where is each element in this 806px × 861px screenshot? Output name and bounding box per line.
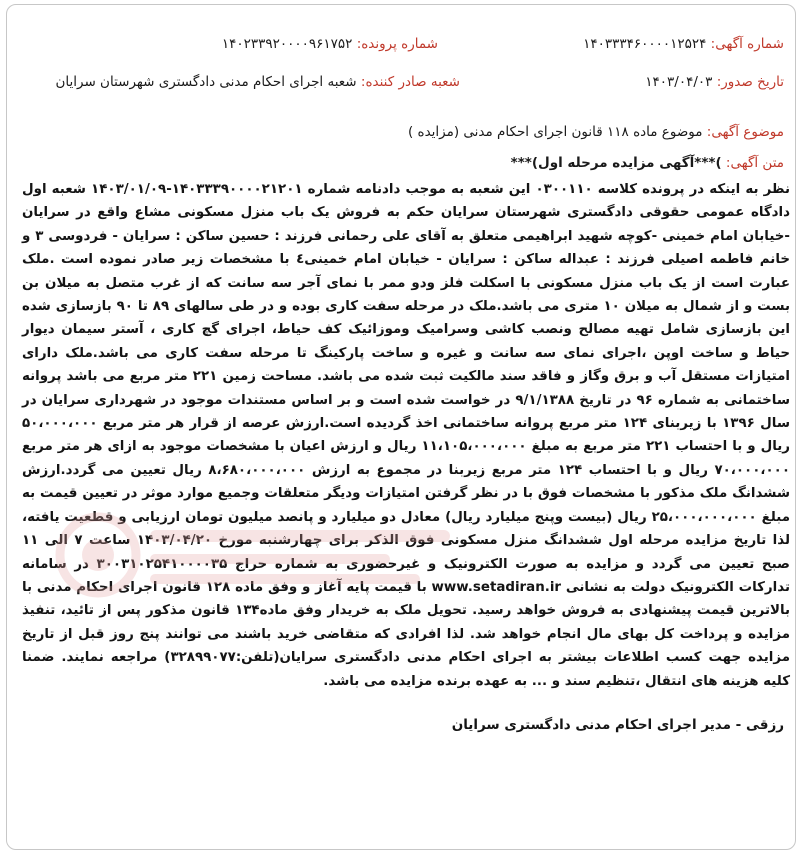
issuer-value: شعبه اجرای احکام مدنی دادگستری شهرستان سرایان — [55, 74, 357, 90]
subject-field — [408, 124, 784, 140]
signature: رزقی - مدیر اجرای احکام مدنی دادگستری سرایان — [451, 717, 784, 733]
subject-value: موضوع ماده ۱۱۸ قانون اجرای احکام مدنی (مزایده ) — [407, 124, 703, 140]
case-number-value: ۱۴۰۲۳۳۹۲۰۰۰۰۹۶۱۷۵۲ — [221, 36, 353, 52]
notice-text-field — [511, 155, 784, 171]
case-number-label: شماره پرونده: — [356, 36, 438, 52]
notice-number-value: ۱۴۰۳۳۳۴۶۰۰۰۰۱۲۵۲۴ — [583, 36, 707, 52]
notice-number-field — [583, 36, 784, 52]
notice-number-label: شماره آگهی: — [710, 36, 784, 52]
notice-body: نظر به اینکه در پرونده کلاسه ۰۳۰۰۱۱۰ این شعبه به موجب دادنامه شماره ۱۴۰۳۳۳۹۰۰۰۰۲۱۲۰۱-۱۴۰۳/۰۱/۰۹ شعبه اول دادگاه عمومی حقوقی دادگستری شهرستان سرایان حکم به فروش یک باب منزل مسکونی مشاع واقع در سرایان -خیابان امام خمینی -کوچه شهید ابراهیمی متعلق به آقای علی رحمانی فرزند : حسین ساکن : سرایان - فردوسی ۳ و خانم فاطمه اصیلی فرزند : عبداله ساکن : سرایان - خیابان امام خمینی٤ با مشخصات زیر صادر نموده است .ملک عبارت است از یک باب منزل مسکونی با اسکلت فلز ودو ممر با نمای آجر سه سانت که از غرب متصل به میلان بن بست و از شمال به میلان ۱۰ متری می باشد.ملک در مرحله سفت کاری بوده و در طی سالهای ۸۹ تا ۹۰ بازسازی شده این بازسازی شامل تهیه مصالح ونصب کاشی وسرامیک وموزائیک کف حیاط، اجرای گچ کاری ، آستر سیمان دیوار حیاط و ساخت اوپن ،اجرای نمای سه سانت و غیره و ساخت پارکینگ تا مرحله سفت کاری می باشد.ملک دارای امتیازات مستقل آب و برق وگاز و فاقد سند مالکیت ثبت شده می باشد. مساحت زمین ۲۲۱ متر مربع می باشد پروانه ساختمانی به شماره ۹۶ در تاریخ ۹/۱/۱۳۸۸ در خواست شده است و بر اساس مستندات موجود در شهرداری سرایان در سال ۱۳۹۶ با زیربنای ۱۲۴ متر مربع پروانه ساختمانی اخذ گردیده است.ارزش عرصه از قرار هر متر مربع ۵۰،۰۰۰،۰۰۰ ریال و با احتساب ۲۲۱ متر مربع به مبلغ ۱۱،۱۰۵،۰۰۰،۰۰۰ ریال و ارزش اعیان با مشخصات موجود به ازای هر متر مربع ۷۰،۰۰۰،۰۰۰ ریال و با احتساب ۱۲۴ متر مربع زیربنا در مجموع به ارزش ۸،۶۸۰،۰۰۰،۰۰۰ ریال تعیین می گردد.ارزش ششدانگ ملک مذکور با مشخصات فوق با در نظر گرفتن امتیازات ودیگر متعلقات وجمیع موارد موثر در تعیین قیمت به مبلغ ۲۵،۰۰۰،۰۰۰،۰۰۰ ریال (بیست وپنج میلیارد ریال) معادل دو میلیارد و پانصد میلیون تومان ارزیابی و قطعیت یافته، لذا تاریخ مزایده مرحله اول ششدانگ منزل مسکونی فوق الذکر برای چهارشنبه مورخ ۱۴۰۳/۰۴/۲۰ ساعت ۷ الی ۱۱ صبح تعیین می گردد و مزایده به صورت الکترونیک و غیرحضوری به شماره حراج ۳۰۰۳۱۰۲۵۴۱۰۰۰۰۳۵ در سامانه تدارکات الکترونیک دولت به نشانی www.setadiran.ir با قیمت پایه آغاز و وفق ماده ۱۲۸ قانون اجرای احکام مدنی با بالاترین قیمت پیشنهادی به فروش خواهد رسید. تحویل ملک به خریدار وفق ماده۱۳۴ قانون مذکور پس از تائید، تنفیذ مزایده و پرداخت کل بهای مال انجام خواهد شد. لذا افرادی که متقاضی خرید باشند می توانند پنج روز قبل از تاریخ مزایده جهت کسب اطلاعات بیشتر به اجرای احکام مدنی دادگستری سرایان(تلفن:۳۲۸۹۹۰۷۷) مراجعه نمایند. ضمنا کلیه هزینه های انتقال ،تنظیم سند و ... به عهده برنده مزایده می باشد. — [22, 182, 791, 689]
case-number-field — [222, 36, 438, 52]
subject-label: موضوع آگهی: — [706, 124, 784, 140]
issue-date-value: ۱۴۰۳/۰۴/۰۳ — [645, 74, 713, 90]
notice-text-label: متن آگهی: — [725, 155, 784, 171]
issue-date-field — [645, 74, 784, 90]
notice-text-heading: )***آگهی مزایده مرحله اول)*** — [510, 155, 722, 171]
issue-date-label: تاریخ صدور: — [716, 74, 784, 90]
issuer-field — [55, 74, 460, 90]
issuer-label: شعبه صادر کننده: — [360, 74, 460, 90]
